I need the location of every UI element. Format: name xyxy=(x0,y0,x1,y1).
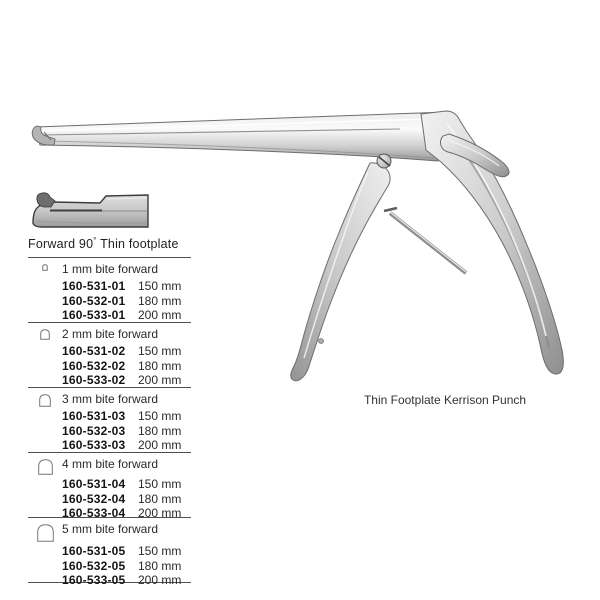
punch-spring xyxy=(384,208,466,273)
catalog-number: 160-533-04 xyxy=(62,506,126,521)
catalog-number: 160-532-01 xyxy=(62,293,126,308)
degree-symbol: ° xyxy=(93,236,97,245)
instrument-length: 200 mm xyxy=(138,573,182,588)
catalog-row xyxy=(62,438,191,453)
instrument-length: 200 mm xyxy=(138,506,182,521)
footplate-detail-illustration xyxy=(33,193,148,227)
instrument-length: 150 mm xyxy=(138,477,182,491)
catalog-row xyxy=(62,424,191,439)
catalog-row xyxy=(62,373,191,388)
instrument-length: 150 mm xyxy=(138,344,182,358)
instrument-length: 200 mm xyxy=(138,308,182,323)
bite-group-4mm xyxy=(28,452,191,521)
catalog-row xyxy=(62,573,191,588)
catalog-number: 160-532-03 xyxy=(62,423,126,438)
catalog-number: 160-532-02 xyxy=(62,358,126,373)
bite-size-label: 5 mm bite forward xyxy=(62,522,159,536)
instrument-length: 150 mm xyxy=(138,279,182,293)
bite-arch-icon-4mm xyxy=(28,457,62,475)
section-heading xyxy=(28,236,179,251)
catalog-number: 160-531-04 xyxy=(62,477,126,491)
pivot-screw xyxy=(377,154,391,168)
catalog-number: 160-531-01 xyxy=(62,279,126,293)
catalog-row xyxy=(62,492,191,507)
catalog-row xyxy=(62,294,191,309)
footplate-hook xyxy=(37,193,55,207)
catalog-row xyxy=(62,477,191,492)
section-heading-rest: Thin footplate xyxy=(96,237,179,252)
catalog-row xyxy=(62,359,191,374)
catalog-row xyxy=(62,308,191,323)
punch-front-handle xyxy=(291,163,390,381)
punch-back-handle xyxy=(421,111,563,374)
punch-shaft xyxy=(32,112,459,161)
instrument-length: 150 mm xyxy=(138,409,182,423)
thumb-rest xyxy=(441,134,509,177)
bite-group-3mm xyxy=(28,387,191,452)
catalog-number: 160-533-02 xyxy=(62,373,126,388)
bite-size-label: 3 mm bite forward xyxy=(62,392,159,406)
instrument-length: 180 mm xyxy=(138,558,182,573)
instrument-length: 180 mm xyxy=(138,491,182,506)
handle-stop-pin xyxy=(319,339,324,344)
catalog-number: 160-533-05 xyxy=(62,573,126,588)
bite-group-5mm xyxy=(28,517,191,588)
instrument-length: 180 mm xyxy=(138,358,182,373)
bite-arch-icon-3mm xyxy=(28,392,62,407)
catalog-row xyxy=(62,409,191,424)
catalog-row xyxy=(62,559,191,574)
bite-arch-icon-1mm xyxy=(28,262,62,271)
catalog-number: 160-533-01 xyxy=(62,308,126,323)
catalog-number: 160-532-05 xyxy=(62,558,126,573)
bite-group-1mm xyxy=(28,257,191,322)
product-list xyxy=(28,257,191,588)
bite-arch-icon-5mm xyxy=(28,522,62,542)
instrument-caption: Thin Footplate Kerrison Punch xyxy=(363,393,527,407)
catalog-number: 160-532-04 xyxy=(62,491,126,506)
instrument-length: 200 mm xyxy=(138,373,182,388)
catalog-row xyxy=(62,544,191,559)
bite-arch-icon-2mm xyxy=(28,327,62,340)
section-heading-text: Forward 90 xyxy=(28,237,94,252)
catalog-row xyxy=(62,506,191,521)
catalog-number: 160-533-03 xyxy=(62,438,126,453)
instrument-length: 180 mm xyxy=(138,423,182,438)
instrument-length: 180 mm xyxy=(138,293,182,308)
catalog-number: 160-531-03 xyxy=(62,409,126,423)
catalog-row xyxy=(62,279,191,294)
instrument-length: 150 mm xyxy=(138,544,182,558)
catalog-row xyxy=(62,344,191,359)
bite-size-label: 2 mm bite forward xyxy=(62,327,159,341)
catalog-number: 160-531-02 xyxy=(62,344,126,358)
bite-size-label: 1 mm bite forward xyxy=(62,262,159,276)
instrument-length: 200 mm xyxy=(138,438,182,453)
bite-group-2mm xyxy=(28,322,191,387)
catalog-number: 160-531-05 xyxy=(62,544,126,558)
bite-size-label: 4 mm bite forward xyxy=(62,457,159,471)
